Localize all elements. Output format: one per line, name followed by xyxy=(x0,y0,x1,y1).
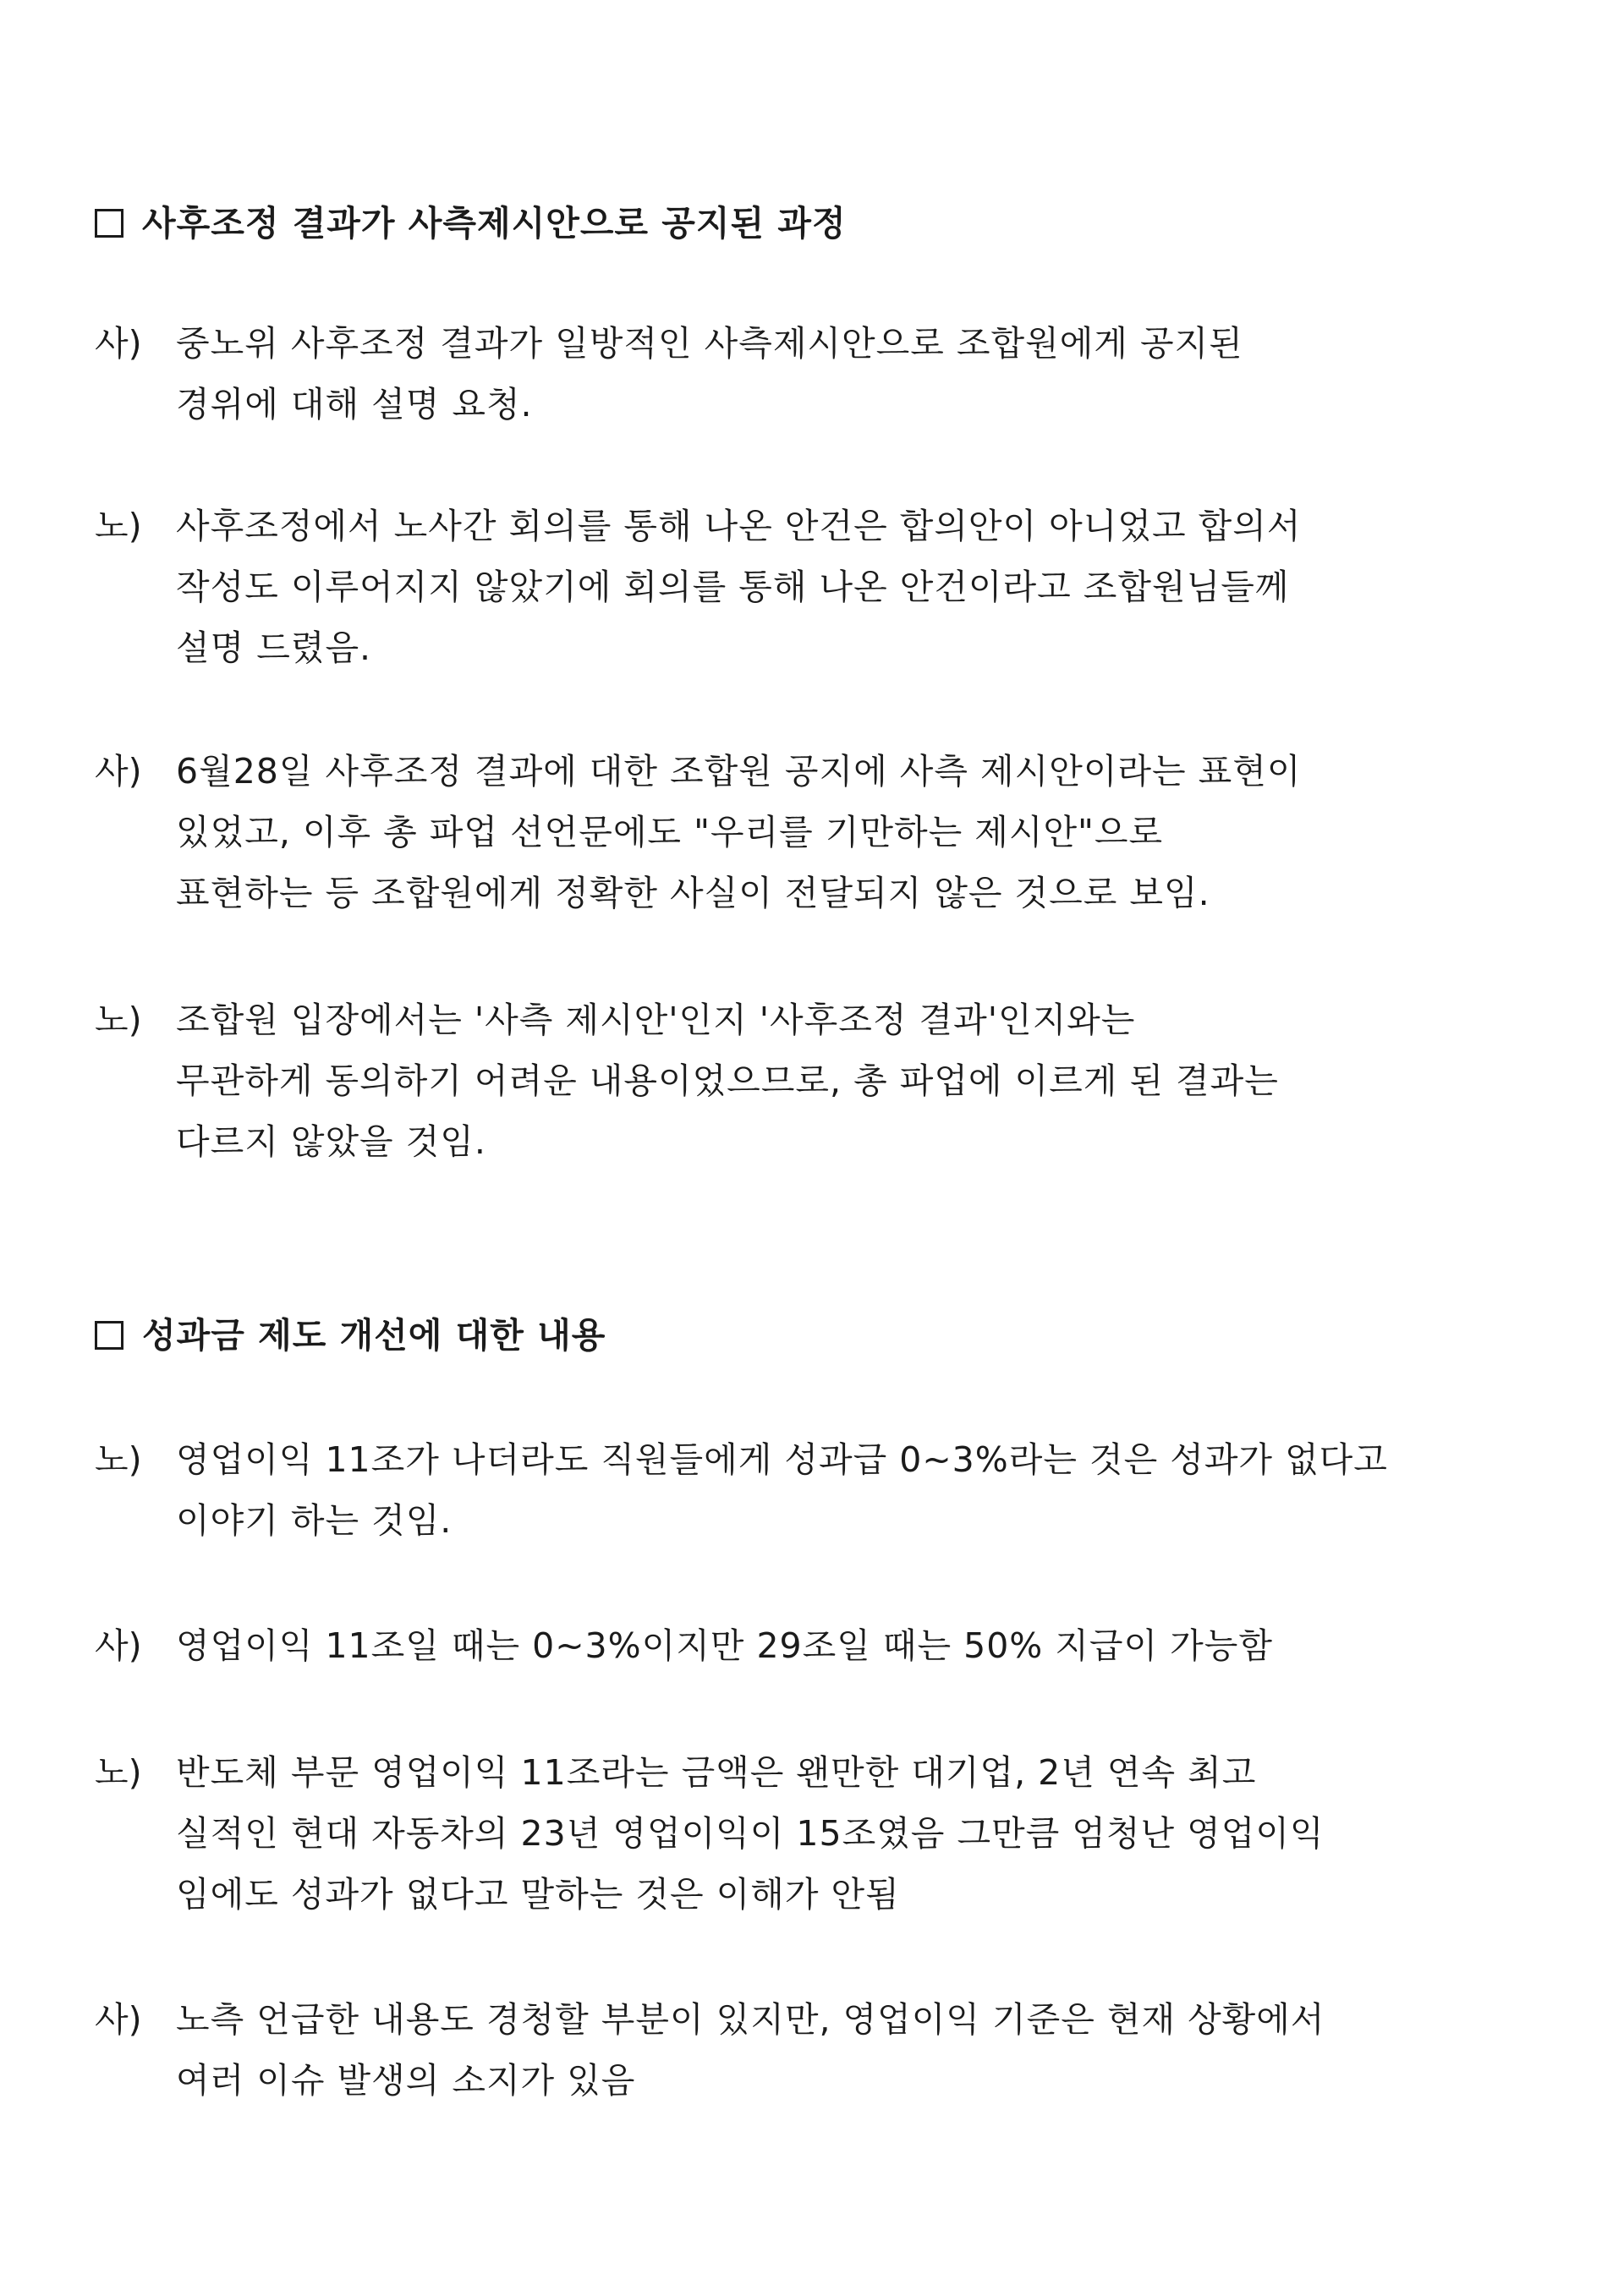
speaker-label: 노) xyxy=(95,1752,142,1793)
section-heading xyxy=(95,201,847,245)
entry-line: 반도체 부문 영업이익 11조라는 금액은 왠만한 대기업, 2년 연속 최고 xyxy=(176,1752,1257,1793)
checkbox-square-icon xyxy=(95,1321,123,1350)
entry-line: 다르지 않았을 것임. xyxy=(176,1121,486,1162)
entry-line: 설명 드렸음. xyxy=(176,627,372,668)
entry-line: 영업이익 11조일 때는 0~3%이지만 29조일 때는 50% 지급이 가능함 xyxy=(176,1625,1273,1666)
speaker-label: 사) xyxy=(95,1999,142,2040)
entry-line: 표현하는 등 조합원에게 정확한 사실이 전달되지 않은 것으로 보임. xyxy=(176,873,1210,913)
entry-line: 무관하게 동의하기 어려운 내용이었으므로, 총 파업에 이르게 된 결과는 xyxy=(176,1060,1279,1101)
entry-line: 경위에 대해 설명 요청. xyxy=(176,384,533,425)
section-heading xyxy=(95,1313,606,1357)
entry-line: 중노위 사후조정 결과가 일방적인 사측제시안으로 조합원에게 공지된 xyxy=(176,323,1243,364)
entry-line: 사후조정에서 노사간 회의를 통해 나온 안건은 합의안이 아니었고 합의서 xyxy=(176,506,1302,546)
entry-line: 영업이익 11조가 나더라도 직원들에게 성과급 0~3%라는 것은 성과가 없다고 xyxy=(176,1439,1388,1480)
checkbox-square-icon xyxy=(95,209,123,238)
speaker-label: 노) xyxy=(95,1439,142,1480)
entry-line: 여러 이슈 발생의 소지가 있음 xyxy=(176,2060,636,2101)
speaker-label: 사) xyxy=(95,1625,142,1666)
section-heading-text: 사후조정 결과가 사측제시안으로 공지된 과정 xyxy=(142,203,847,244)
entry-line: 노측 언급한 내용도 경청할 부분이 있지만, 영업이익 기준은 현재 상황에서 xyxy=(176,1999,1325,2040)
speaker-label: 노) xyxy=(95,1000,142,1040)
section-heading-text: 성과금 제도 개선에 대한 내용 xyxy=(142,1315,606,1356)
speaker-label: 사) xyxy=(95,323,142,364)
entry-line: 실적인 현대 자동차의 23년 영업이익이 15조였음 그만큼 엄청난 영업이익 xyxy=(176,1813,1325,1854)
entry-line: 조합원 입장에서는 '사측 제시안'인지 '사후조정 결과'인지와는 xyxy=(176,1000,1136,1040)
entry-line: 이야기 하는 것임. xyxy=(176,1500,453,1541)
entry-line: 임에도 성과가 없다고 말하는 것은 이해가 안됨 xyxy=(176,1874,900,1915)
entry-line: 있었고, 이후 총 파업 선언문에도 "우리를 기만하는 제시안"으로 xyxy=(176,812,1164,852)
speaker-label: 사) xyxy=(95,751,142,792)
speaker-label: 노) xyxy=(95,506,142,546)
entry-line: 작성도 이루어지지 않았기에 회의를 통해 나온 안건이라고 조합원님들께 xyxy=(176,567,1290,607)
entry-line: 6월28일 사후조정 결과에 대한 조합원 공지에 사측 제시안이라는 표현이 xyxy=(176,751,1302,792)
